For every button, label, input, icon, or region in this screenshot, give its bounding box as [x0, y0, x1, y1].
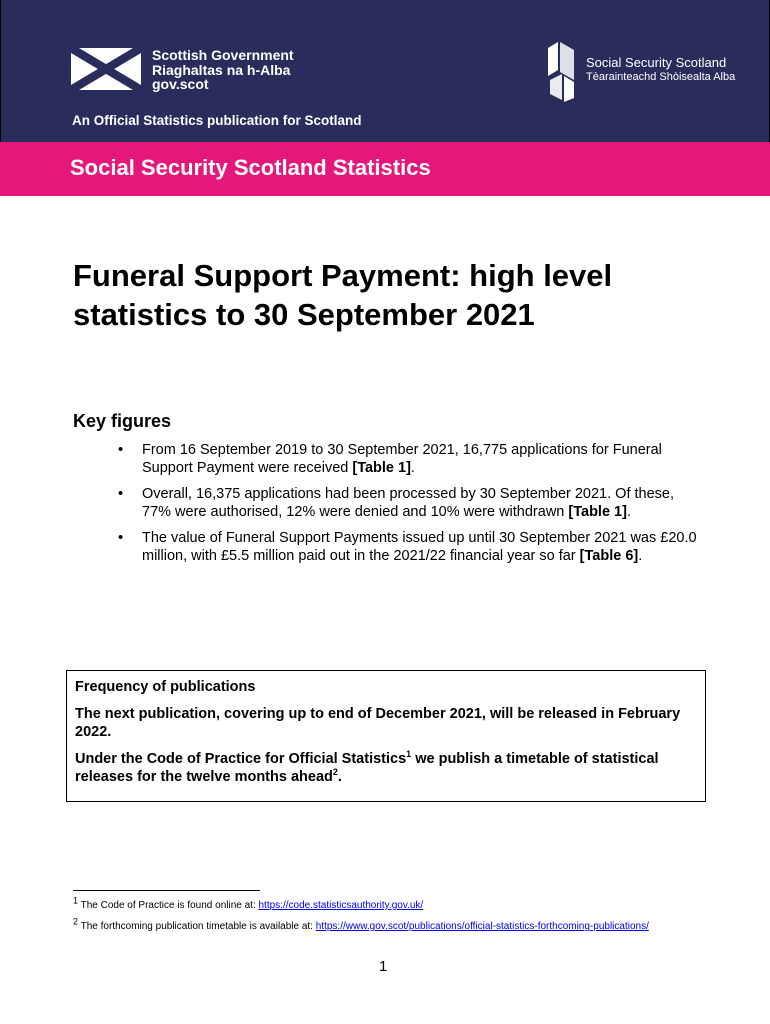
- frequency-heading: Frequency of publications: [75, 679, 256, 695]
- key-figures-heading: Key figures: [73, 411, 172, 431]
- social-security-scotland-wordmark: [586, 55, 735, 84]
- table-reference: [Table 6]: [579, 548, 639, 564]
- page-number: 1: [379, 958, 388, 975]
- saltire-flag-icon: [71, 48, 141, 90]
- social-security-scotland-logo-icon: [546, 40, 576, 102]
- list-item: • From 16 September 2019 to 30 September 2021, 16,775 applications for Funeral Support Payment were received [Table 1].: [100, 441, 700, 477]
- footnote-marker: 2: [332, 767, 338, 778]
- sg-line-gaelic: Riaghaltas na h-Alba: [152, 61, 291, 78]
- footnote-divider: [73, 890, 260, 891]
- frequency-of-publications-box: [66, 670, 706, 802]
- table-reference: [Table 1]: [352, 460, 411, 476]
- code-of-practice-text: Under the Code of Practice for Official Statistics$^1$ we publish a timetable of statistical releases for the twelve months ahead$^2$.: [75, 749, 659, 785]
- official-statistics-label: An Official Statistics publication for Scotland: [72, 113, 362, 128]
- scottish-government-wordmark: [152, 48, 294, 92]
- next-publication-text: The next publication, covering up to end of December 2021, will be released in February 2022.: [75, 706, 681, 740]
- list-item: • Overall, 16,375 applications had been processed by 30 September 2021. Of these, 77% were authorised, 12% were denied and 10% were withdrawn [Table 1].: [100, 485, 700, 521]
- sg-line-site: gov.scot: [152, 76, 209, 92]
- table-reference: [Table 1]: [568, 504, 627, 520]
- publication-timetable-link[interactable]: https://www.gov.scot/publications/official-statistics-forthcoming-publications/: [315, 921, 649, 932]
- banner-title: Social Security Scotland Statistics: [70, 155, 431, 180]
- footnote-2: $^2$ The forthcoming publication timetable is available at: https://www.gov.scot/publications/official-statistics-forthcoming-publications/: [73, 916, 649, 932]
- sg-line-english: Scottish Government: [152, 47, 294, 63]
- document-title: Funeral Support Payment: high level statistics to 30 September 2021: [73, 258, 613, 332]
- sss-name: Social Security Scotland: [586, 55, 727, 70]
- footnote-1: $^1$ The Code of Practice is found online at: https://code.statisticsauthority.gov.uk/: [73, 895, 424, 911]
- sss-gaelic-name: Tèarainteachd Shòisealta Alba: [586, 71, 736, 83]
- list-item: • The value of Funeral Support Payments issued up until 30 September 2021 was £20.0 million, with £5.5 million paid out in the 2021/22 financial year so far [Table 6].: [100, 529, 700, 565]
- page-header: [0, 0, 770, 142]
- footnote-marker: 1: [406, 749, 412, 760]
- key-figures-list: [100, 441, 700, 573]
- code-of-practice-link[interactable]: https://code.statisticsauthority.gov.uk/: [258, 900, 424, 911]
